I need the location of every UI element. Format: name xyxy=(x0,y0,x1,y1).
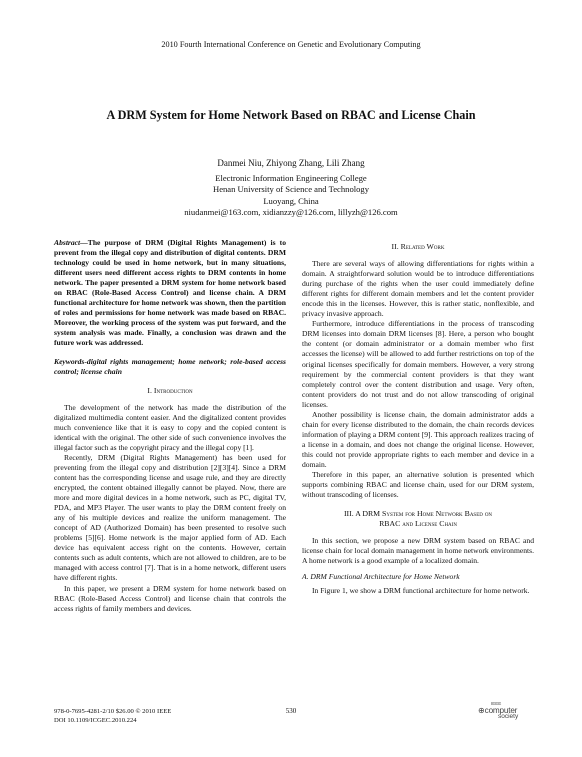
keywords: Keywords-digital rights management; home network; role-based access control; license chain xyxy=(54,356,286,376)
author-names: Danmei Niu, Zhiyong Zhang, Lili Zhang xyxy=(217,158,365,168)
left-column xyxy=(54,238,286,614)
abstract-text: —The purpose of DRM (Digital Rights Management) is to prevent from the illegal copy and distribution of digital contents. DRM technology could be used in home network, but in many situations, different users need different access rights to DRM contents in home network. The paper presented a DRM system for home network based on RBAC (Role-Based Access Control) and license chain. A DRM functional architecture for home network was shown, then the partition of roles and permissions for home network was made based on RBAC. Moreover, the working process of the system was put forward, and the system analysis was made. Finally, a conclusion was drawn and the future work was addressed. xyxy=(54,238,286,348)
intro-paragraph-3: In this paper, we present a DRM system for home network based on RBAC (Role-Based Access Control) and license chain that controls the access rights of family members and devices. xyxy=(54,583,286,613)
subsection-heading-a: A. DRM Functional Architecture for Home Network xyxy=(302,572,460,582)
author-block xyxy=(0,158,582,219)
right-column xyxy=(302,238,534,597)
logo-computer-text: ⊕computer xyxy=(478,705,518,715)
logo-computer-word: computer xyxy=(484,705,518,715)
section-heading-drm-system xyxy=(302,509,534,529)
abstract xyxy=(54,238,286,349)
paper-title: A DRM System for Home Network Based on RBAC and License Chain xyxy=(106,108,476,122)
affiliation-line-2: Henan University of Science and Technology xyxy=(212,184,370,194)
related-paragraph-1: There are several ways of allowing differentiations for rights within a domain. A straightforward solution would be to introduce differentiations during purchase of the rights when the user could immediately define different rights for different domain members and let the content provider encode this in the licenses. However, this is rather static, nonflexible, and privacy invasive approach. xyxy=(302,259,534,319)
affiliation-line-1: Electronic Information Engineering College xyxy=(215,172,367,183)
page-number: 530 xyxy=(285,707,297,715)
section-heading-related-work: II. Related Work xyxy=(391,242,445,251)
related-paragraph-2: Furthermore, introduce differentiations in the process of transcoding DRM licenses into domain DRM licenses [8]. Here, a person who bought the content (or domain administrator or a domain member who first accesses the license) will be allowed to add further restrictions on top of the original licenses specifically for domain members. However, a very strong requirement by the commercial content providers is that they want completely control over the content distribution and usage. Very often, content providers do not trust and do not allow transcoding of original licenses. xyxy=(302,319,534,409)
related-paragraph-3: Another possibility is license chain, the domain administrator adds a chain for every license distributed to the domain, the chain records devices information of playing a DRM content [9]. This approach realizes tracing of a license in a domain, and does not change the original license. However, this could not provide appropriate rights to each member and device in a domain. xyxy=(302,409,534,469)
footer-isbn: 978-0-7695-4281-2/10 $26.00 © 2010 IEEE xyxy=(54,708,172,715)
intro-paragraph-2: Recently, DRM (Digital Rights Management) has been used for preventing from the illegal copy and distribution [2][3][4]. Since a DRM content has the corresponding license and usage rule, and they are directly encrypted, the content obtained illegally cannot be played. Now, there are more and more digital devices in a home network, such as PC, digital TV, PDA, and MP3 Player. The user wants to play the DRM content freely on any of his multiple devices and realize the uniform management. The concept of AD (Authorized Domain) has been presented to resolve such problems [5][6]. Home network is the major applied form of AD. Each device has equivalent access right on the contents. However, certain contents such as adult contents, which are not allowed to children, are to be managed with access control [7]. That is in a home network, different users have different rights. xyxy=(54,452,286,583)
section-heading-drm-line-2: RBAC and License Chain xyxy=(379,519,457,529)
intro-paragraph-1: The development of the network has made the distribution of the digitalized multimedia content easier. And the digitalized content provides much convenience like that it is easy to copy and the copied content is identical with the original. The other side of such convenience involves the illegal factor such as the copyright piracy and the illegal copy [1]. xyxy=(54,402,286,452)
drm-paragraph-2: In Figure 1, we show a DRM functional architecture for home network. xyxy=(312,586,530,596)
drm-paragraph-1: In this section, we propose a new DRM system based on RBAC and license chain for local domain management in home network environments. A home network is a good example of a localized domain. xyxy=(302,536,534,566)
author-emails: niudanmei@163.com, xidianzzy@126.com, lillyzh@126.com xyxy=(184,207,398,217)
footer-doi: DOI 10.1109/ICGEC.2010.224 xyxy=(54,717,137,724)
computer-society-logo xyxy=(478,701,518,721)
abstract-label: Abstract xyxy=(54,238,81,247)
logo-ieee-text: IEEE xyxy=(491,701,502,706)
section-heading-introduction: I. Introduction xyxy=(147,385,193,395)
logo-society-text: society xyxy=(498,713,519,720)
section-heading-drm-line-1: III. A DRM System for Home Network Based on xyxy=(343,509,493,519)
author-location: Luoyang, China xyxy=(263,195,319,206)
related-paragraph-4: Therefore in this paper, an alternative solution is presented which supports combining RBAC and license chain, used for our DRM system, without transcoding of licenses. xyxy=(302,470,534,500)
conference-header: 2010 Fourth International Conference on Genetic and Evolutionary Computing xyxy=(161,40,421,49)
